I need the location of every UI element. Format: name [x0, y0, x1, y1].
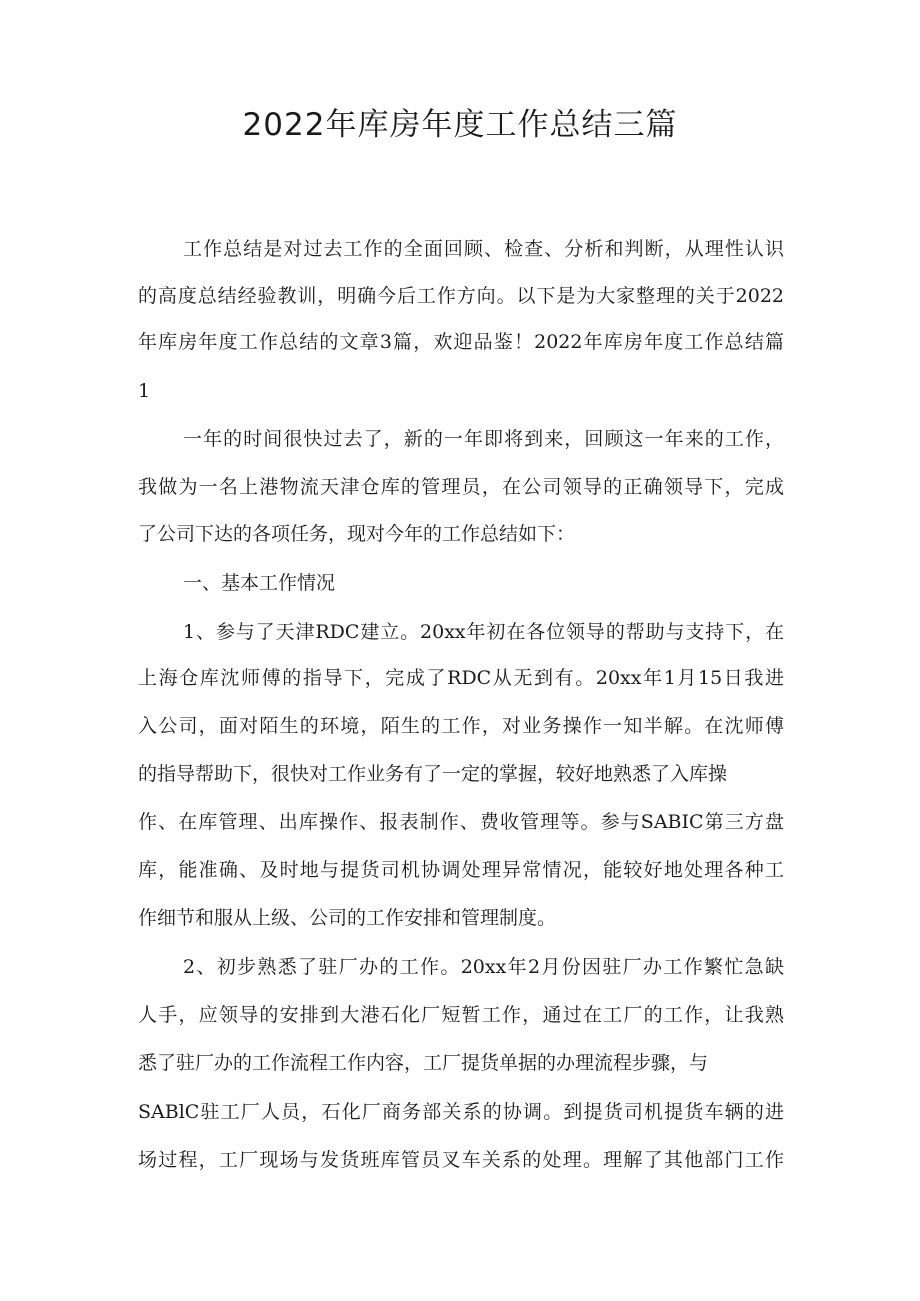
paragraph-line: 作细节和服从上级、公司的工作安排和管理制度。: [138, 907, 557, 929]
paragraph-line: 我做为一名上港物流天津仓库的管理员，在公司领导的正确领导下，完成: [138, 476, 784, 498]
paragraph-line: 1: [138, 380, 151, 402]
paragraph-line: 一年的时间很快过去了，新的一年即将到来，回顾这一年来的工作，: [183, 428, 784, 450]
section-heading: 一、基本工作情况: [183, 572, 336, 594]
paragraph-line: 入公司，面对陌生的环境，陌生的工作，对业务操作一知半解。在沈师傅: [138, 715, 784, 737]
paragraph-line: 了公司下达的各项任务，现对今年的工作总结如下：: [138, 523, 576, 545]
document-title: 2022年库房年度工作总结三篇: [242, 107, 678, 143]
paragraph-line: 的指导帮助下，很快对工作业务有了一定的掌握，较好地熟悉了入库操: [138, 763, 728, 785]
paragraph-line: 1、参与了天津RDC建立。20xx年初在各位领导的帮助与支持下，在: [183, 621, 784, 643]
paragraph-line: 上海仓库沈师傅的指导下，完成了RDC从无到有。20xx年1月15日我进: [138, 667, 784, 689]
paragraph-line: 库，能准确、及时地与提货司机协调处理异常情况，能较好地处理各种工: [138, 859, 784, 881]
paragraph-line: 的高度总结经验教训，明确今后工作方向。以下是为大家整理的关于2022: [138, 285, 784, 307]
paragraph-line: 场过程，工厂现场与发货班库管员叉车关系的处理。理解了其他部门工作: [138, 1149, 784, 1171]
paragraph-line: SABlC驻工厂人员，石化厂商务部关系的协调。到提货司机提货车辆的进: [138, 1101, 784, 1123]
paragraph-line: 2、初步熟悉了驻厂办的工作。20xx年2月份因驻厂办工作繁忙急缺: [183, 956, 784, 978]
paragraph-line: 作、在库管理、出库操作、报表制作、费收管理等。参与SABIC第三方盘: [138, 811, 784, 833]
paragraph-line: 人手，应领导的安排到大港石化厂短暂工作，通过在工厂的工作，让我熟: [138, 1004, 784, 1026]
paragraph-line: 工作总结是对过去工作的全面回顾、检查、分析和判断，从理性认识: [183, 238, 784, 260]
paragraph-line: 年库房年度工作总结的文章3篇，欢迎品鉴！2022年库房年度工作总结篇: [138, 331, 784, 353]
paragraph-line: 悉了驻厂办的工作流程工作内容，工厂提货单据的办理流程步骤，与: [138, 1052, 709, 1074]
